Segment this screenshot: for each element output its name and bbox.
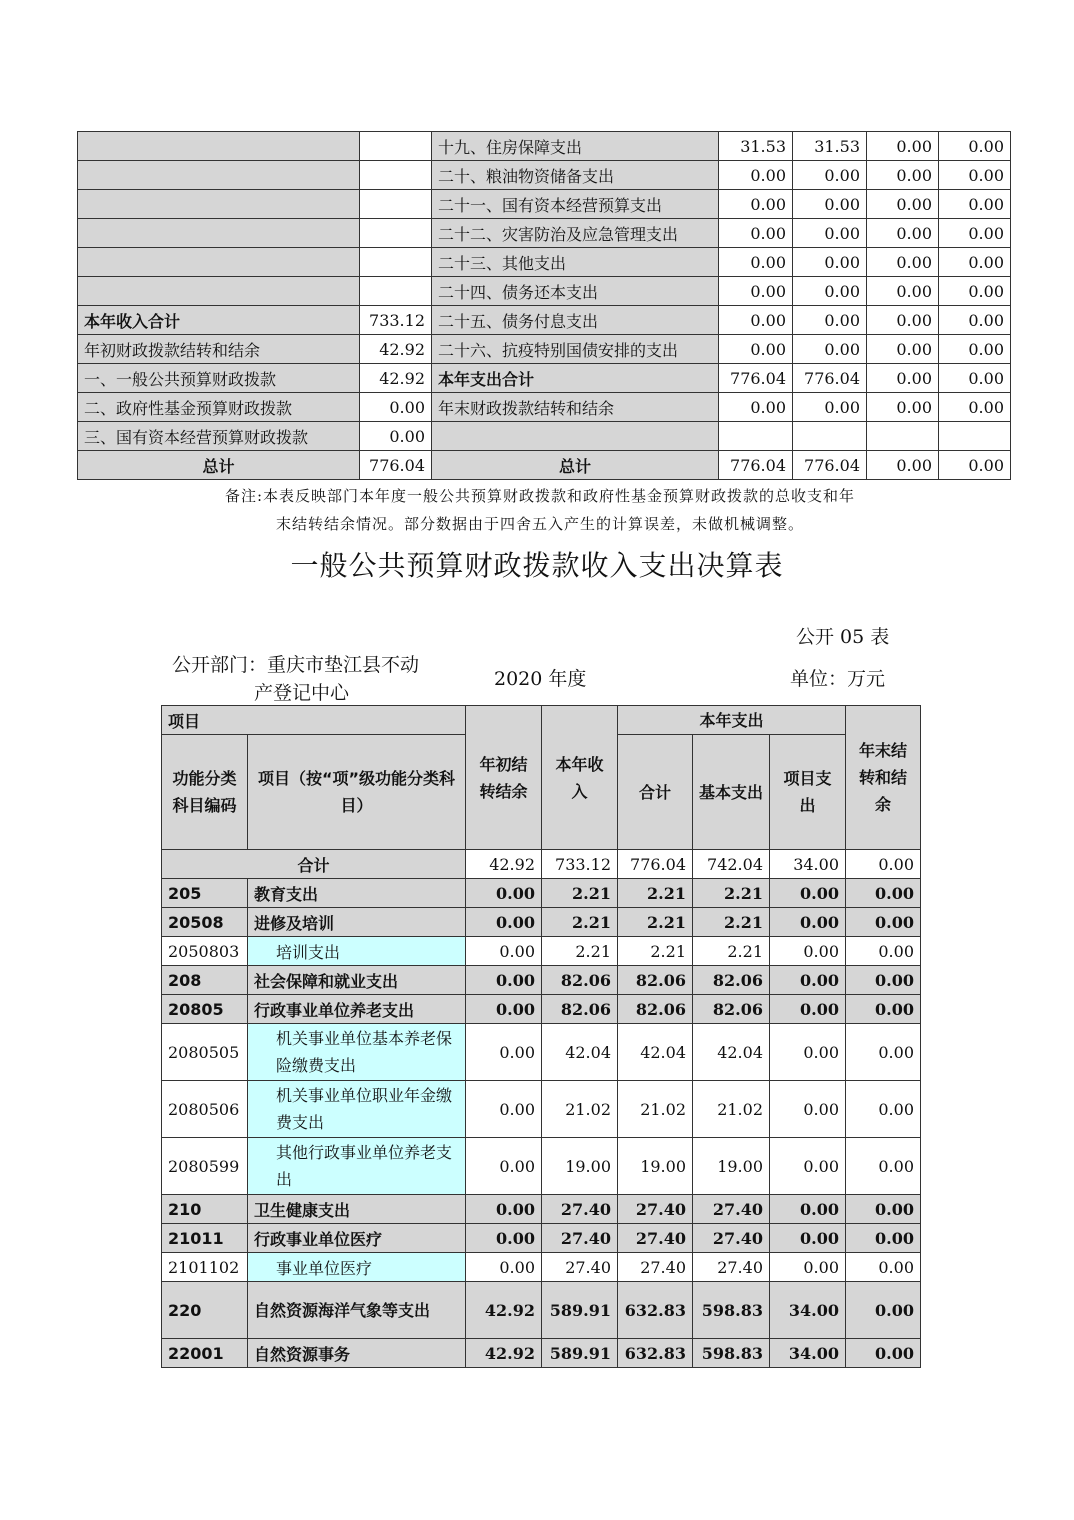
value-cell (939, 422, 1011, 451)
note-line: 末结转结余情况。部分数据由于四舍五入产生的计算误差，未做机械调整。 (275, 515, 804, 533)
table-row (162, 1224, 921, 1253)
name-cell: 卫生健康支出 (248, 1195, 466, 1224)
end-cell: 0.00 (846, 995, 921, 1024)
begin-cell: 0.00 (466, 1138, 542, 1195)
basic-cell: 42.04 (693, 1024, 770, 1081)
value-cell: 0.00 (867, 451, 939, 480)
end-cell: 0.00 (846, 879, 921, 908)
header-code: 功能分类科目编码 (162, 735, 248, 850)
fiscal-year: 2020 年度 (494, 668, 587, 690)
end-cell: 0.00 (846, 1081, 921, 1138)
income-cell: 589.91 (542, 1282, 618, 1339)
table-row (162, 1282, 921, 1339)
basic-cell: 2.21 (693, 908, 770, 937)
end-cell: 0.00 (846, 1339, 921, 1368)
value-cell: 0.00 (793, 277, 867, 306)
value-cell: 0.00 (939, 364, 1011, 393)
total-end: 0.00 (846, 850, 921, 879)
value-cell: 0.00 (939, 219, 1011, 248)
left-label: 二、政府性基金预算财政拨款 (78, 393, 360, 422)
name-cell: 自然资源事务 (248, 1339, 466, 1368)
value-cell: 0.00 (719, 219, 793, 248)
left-label (78, 190, 360, 219)
income-cell: 82.06 (542, 966, 618, 995)
value-cell: 0.00 (793, 306, 867, 335)
project-cell: 0.00 (770, 908, 846, 937)
header-basic: 基本支出 (693, 735, 770, 850)
table-row (162, 1024, 921, 1081)
right-label: 二十三、其他支出 (432, 248, 719, 277)
left-value (360, 190, 432, 219)
value-cell (719, 422, 793, 451)
value-cell: 0.00 (867, 190, 939, 219)
total-row (162, 850, 921, 879)
table-row (78, 277, 1011, 306)
left-value (360, 132, 432, 161)
value-cell: 0.00 (867, 248, 939, 277)
value-cell: 0.00 (719, 161, 793, 190)
total-cell: 2.21 (618, 908, 693, 937)
value-cell: 0.00 (939, 306, 1011, 335)
basic-cell: 82.06 (693, 966, 770, 995)
left-label: 本年收入合计 (78, 306, 360, 335)
right-label: 二十五、债务付息支出 (432, 306, 719, 335)
value-cell: 0.00 (867, 132, 939, 161)
project-cell: 0.00 (770, 879, 846, 908)
project-cell: 0.00 (770, 995, 846, 1024)
total-cell: 82.06 (618, 995, 693, 1024)
right-label (432, 422, 719, 451)
code-cell: 2080506 (162, 1081, 248, 1138)
basic-cell: 598.83 (693, 1339, 770, 1368)
value-cell: 0.00 (867, 335, 939, 364)
total-total: 776.04 (618, 850, 693, 879)
total-cell: 632.83 (618, 1339, 693, 1368)
table-row (78, 132, 1011, 161)
total-begin: 42.92 (466, 850, 542, 879)
basic-cell: 19.00 (693, 1138, 770, 1195)
income-cell: 2.21 (542, 879, 618, 908)
header-project: 项目支出 (770, 735, 846, 850)
table-row (78, 219, 1011, 248)
value-cell: 0.00 (793, 393, 867, 422)
left-label: 三、国有资本经营预算财政拨款 (78, 422, 360, 451)
name-cell: 机关事业单位职业年金缴费支出 (248, 1081, 466, 1138)
name-cell: 行政事业单位医疗 (248, 1224, 466, 1253)
table-row (162, 966, 921, 995)
value-cell: 0.00 (867, 277, 939, 306)
table-row (78, 393, 1011, 422)
note-line: 备注:本表反映部门本年度一般公共预算财政拨款和政府性基金预算财政拨款的总收支和年 (224, 487, 856, 505)
project-cell: 34.00 (770, 1339, 846, 1368)
value-cell: 0.00 (719, 190, 793, 219)
value-cell: 0.00 (719, 393, 793, 422)
income-cell: 589.91 (542, 1339, 618, 1368)
code-cell: 21011 (162, 1224, 248, 1253)
basic-cell: 27.40 (693, 1195, 770, 1224)
value-cell: 0.00 (793, 219, 867, 248)
value-cell: 776.04 (719, 451, 793, 480)
left-label (78, 161, 360, 190)
table-row (162, 1339, 921, 1368)
table-row (162, 1195, 921, 1224)
code-cell: 210 (162, 1195, 248, 1224)
right-label: 十九、住房保障支出 (432, 132, 719, 161)
left-value (360, 277, 432, 306)
project-cell: 0.00 (770, 966, 846, 995)
department-line: 产登记中心 (254, 682, 350, 704)
right-label: 总计 (432, 451, 719, 480)
begin-cell: 42.92 (466, 1339, 542, 1368)
basic-cell: 82.06 (693, 995, 770, 1024)
basic-cell: 598.83 (693, 1282, 770, 1339)
header-expense: 本年支出 (618, 706, 846, 735)
table-row (162, 1253, 921, 1282)
total-cell: 27.40 (618, 1224, 693, 1253)
value-cell: 0.00 (867, 306, 939, 335)
basic-cell: 2.21 (693, 879, 770, 908)
code-cell: 20805 (162, 995, 248, 1024)
value-cell: 0.00 (939, 335, 1011, 364)
name-cell: 社会保障和就业支出 (248, 966, 466, 995)
name-cell: 事业单位医疗 (248, 1253, 466, 1282)
project-cell: 0.00 (770, 1253, 846, 1282)
right-label: 二十一、国有资本经营预算支出 (432, 190, 719, 219)
left-value: 733.12 (360, 306, 432, 335)
project-cell: 0.00 (770, 1138, 846, 1195)
left-label (78, 132, 360, 161)
income-cell: 27.40 (542, 1253, 618, 1282)
begin-cell: 0.00 (466, 995, 542, 1024)
value-cell: 0.00 (793, 248, 867, 277)
income-cell: 2.21 (542, 908, 618, 937)
project-cell: 0.00 (770, 1024, 846, 1081)
left-value (360, 161, 432, 190)
left-label: 年初财政拨款结转和结余 (78, 335, 360, 364)
department-line: 公开部门：重庆市垫江县不动 (172, 654, 420, 676)
right-label: 年末财政拨款结转和结余 (432, 393, 719, 422)
total-project: 34.00 (770, 850, 846, 879)
table-row (162, 879, 921, 908)
left-label: 总计 (78, 451, 360, 480)
total-cell: 27.40 (618, 1253, 693, 1282)
right-label: 二十二、灾害防治及应急管理支出 (432, 219, 719, 248)
value-cell: 776.04 (793, 364, 867, 393)
header-name: 项目（按“项”级功能分类科目） (248, 735, 466, 850)
value-cell: 0.00 (793, 335, 867, 364)
department (172, 651, 472, 707)
value-cell: 0.00 (719, 335, 793, 364)
header-total: 合计 (618, 735, 693, 850)
begin-cell: 42.92 (466, 1282, 542, 1339)
basic-cell: 21.02 (693, 1081, 770, 1138)
code-cell: 2050803 (162, 937, 248, 966)
end-cell: 0.00 (846, 937, 921, 966)
total-cell: 2.21 (618, 937, 693, 966)
table-row (78, 335, 1011, 364)
income-cell: 19.00 (542, 1138, 618, 1195)
value-cell: 776.04 (719, 364, 793, 393)
begin-cell: 0.00 (466, 1081, 542, 1138)
value-cell (867, 422, 939, 451)
total-cell: 632.83 (618, 1282, 693, 1339)
value-cell: 0.00 (719, 277, 793, 306)
begin-cell: 0.00 (466, 1195, 542, 1224)
form-number: 公开 05 表 (796, 626, 890, 648)
header-end: 年末结转和结余 (846, 706, 921, 850)
total-cell: 21.02 (618, 1081, 693, 1138)
income-cell: 27.40 (542, 1224, 618, 1253)
right-label: 二十、粮油物资储备支出 (432, 161, 719, 190)
page-title: 一般公共预算财政拨款收入支出决算表 (290, 549, 784, 582)
left-value: 42.92 (360, 335, 432, 364)
end-cell: 0.00 (846, 1024, 921, 1081)
total-basic: 742.04 (693, 850, 770, 879)
total-cell: 82.06 (618, 966, 693, 995)
begin-cell: 0.00 (466, 1224, 542, 1253)
begin-cell: 0.00 (466, 879, 542, 908)
begin-cell: 0.00 (466, 937, 542, 966)
basic-cell: 2.21 (693, 937, 770, 966)
left-value: 42.92 (360, 364, 432, 393)
code-cell: 220 (162, 1282, 248, 1339)
left-label (78, 277, 360, 306)
name-cell: 自然资源海洋气象等支出 (248, 1282, 466, 1339)
total-cell: 2.21 (618, 879, 693, 908)
value-cell (793, 422, 867, 451)
table-row (78, 248, 1011, 277)
code-cell: 2080599 (162, 1138, 248, 1195)
code-cell: 205 (162, 879, 248, 908)
code-cell: 20508 (162, 908, 248, 937)
table-row (78, 190, 1011, 219)
table-row (78, 161, 1011, 190)
value-cell: 0.00 (939, 277, 1011, 306)
table-row (162, 937, 921, 966)
left-value (360, 248, 432, 277)
table-row (78, 306, 1011, 335)
value-cell: 0.00 (939, 248, 1011, 277)
value-cell: 0.00 (793, 190, 867, 219)
value-cell: 0.00 (867, 364, 939, 393)
left-label: 一、一般公共预算财政拨款 (78, 364, 360, 393)
value-cell: 0.00 (939, 161, 1011, 190)
code-cell: 208 (162, 966, 248, 995)
code-cell: 2080505 (162, 1024, 248, 1081)
value-cell: 0.00 (867, 393, 939, 422)
unit-label: 单位：万元 (790, 668, 886, 690)
left-value: 0.00 (360, 422, 432, 451)
name-cell: 机关事业单位基本养老保险缴费支出 (248, 1024, 466, 1081)
left-value: 776.04 (360, 451, 432, 480)
left-value: 0.00 (360, 393, 432, 422)
right-label: 二十六、抗疫特别国债安排的支出 (432, 335, 719, 364)
table-row (162, 1138, 921, 1195)
table-note (150, 482, 930, 538)
value-cell: 31.53 (793, 132, 867, 161)
total-cell: 42.04 (618, 1024, 693, 1081)
total-income: 733.12 (542, 850, 618, 879)
value-cell: 0.00 (793, 161, 867, 190)
total-cell: 19.00 (618, 1138, 693, 1195)
basic-cell: 27.40 (693, 1224, 770, 1253)
begin-cell: 0.00 (466, 908, 542, 937)
project-cell: 0.00 (770, 1195, 846, 1224)
value-cell: 0.00 (719, 248, 793, 277)
name-cell: 教育支出 (248, 879, 466, 908)
value-cell: 0.00 (867, 219, 939, 248)
basic-cell: 27.40 (693, 1253, 770, 1282)
value-cell: 0.00 (719, 306, 793, 335)
begin-cell: 0.00 (466, 1024, 542, 1081)
income-cell: 21.02 (542, 1081, 618, 1138)
budget-table (161, 705, 921, 1368)
table-row (78, 451, 1011, 480)
table-row (78, 364, 1011, 393)
table-row (78, 422, 1011, 451)
header-item: 项目 (162, 706, 466, 735)
end-cell: 0.00 (846, 1282, 921, 1339)
total-label: 合计 (162, 850, 466, 879)
project-cell: 0.00 (770, 1224, 846, 1253)
begin-cell: 0.00 (466, 966, 542, 995)
table-row (162, 995, 921, 1024)
header-income: 本年收入 (542, 706, 618, 850)
end-cell: 0.00 (846, 908, 921, 937)
table-row (162, 1081, 921, 1138)
value-cell: 0.00 (867, 161, 939, 190)
name-cell: 进修及培训 (248, 908, 466, 937)
end-cell: 0.00 (846, 966, 921, 995)
left-label (78, 219, 360, 248)
begin-cell: 0.00 (466, 1253, 542, 1282)
left-value (360, 219, 432, 248)
value-cell: 0.00 (939, 132, 1011, 161)
end-cell: 0.00 (846, 1253, 921, 1282)
left-label (78, 248, 360, 277)
value-cell: 776.04 (793, 451, 867, 480)
end-cell: 0.00 (846, 1195, 921, 1224)
income-cell: 82.06 (542, 995, 618, 1024)
right-label: 二十四、债务还本支出 (432, 277, 719, 306)
summary-table (77, 131, 1011, 480)
name-cell: 培训支出 (248, 937, 466, 966)
value-cell: 31.53 (719, 132, 793, 161)
name-cell: 其他行政事业单位养老支出 (248, 1138, 466, 1195)
table-row (162, 908, 921, 937)
right-label: 本年支出合计 (432, 364, 719, 393)
income-cell: 27.40 (542, 1195, 618, 1224)
income-cell: 2.21 (542, 937, 618, 966)
value-cell: 0.00 (939, 393, 1011, 422)
code-cell: 2101102 (162, 1253, 248, 1282)
project-cell: 0.00 (770, 1081, 846, 1138)
end-cell: 0.00 (846, 1138, 921, 1195)
project-cell: 0.00 (770, 937, 846, 966)
value-cell: 0.00 (939, 451, 1011, 480)
project-cell: 34.00 (770, 1282, 846, 1339)
total-cell: 27.40 (618, 1195, 693, 1224)
header-begin: 年初结转结余 (466, 706, 542, 850)
code-cell: 22001 (162, 1339, 248, 1368)
name-cell: 行政事业单位养老支出 (248, 995, 466, 1024)
end-cell: 0.00 (846, 1224, 921, 1253)
value-cell: 0.00 (939, 190, 1011, 219)
header-row (162, 706, 921, 735)
income-cell: 42.04 (542, 1024, 618, 1081)
